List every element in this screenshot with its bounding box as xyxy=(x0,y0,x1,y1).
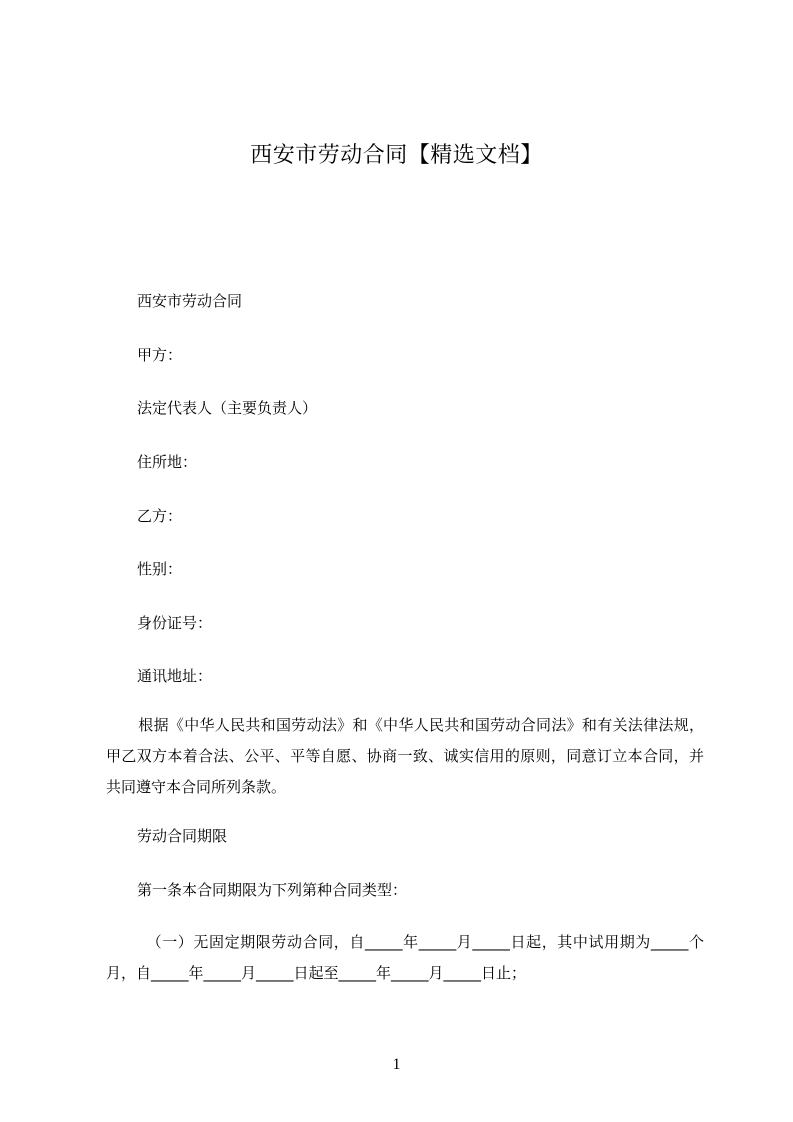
clause-one-text: （一）无固定期限劳动合同，自_____年_____月_____日起，其中试用期为_____个月，自_____年_____月_____日起至_____年_____月_____日止； xyxy=(106,933,704,982)
document-title: 西安市劳动合同【精选文档】 xyxy=(250,143,543,168)
legal-representative-label: 法定代表人（主要负责人） xyxy=(137,399,318,417)
section-contract-term: 劳动合同期限 xyxy=(137,827,228,845)
page-number: 1 xyxy=(392,1056,401,1073)
address-label: 住所地： xyxy=(137,453,198,471)
party-b-label: 乙方： xyxy=(137,507,183,525)
article-one: 第一条本合同期限为下列第种合同类型： xyxy=(137,881,408,899)
clause-one-paragraph xyxy=(106,927,704,989)
gender-label: 性别： xyxy=(137,560,183,578)
legal-basis-paragraph xyxy=(106,710,704,803)
contract-heading: 西安市劳动合同 xyxy=(137,292,243,310)
legal-basis-text: 根据《中华人民共和国劳动法》和《中华人民共和国劳动合同法》和有关法律法规，甲乙双方本着合法、公平、平等自愿、协商一致、诚实信用的原则，同意订立本合同，并共同遵守本合同所列条款。 xyxy=(106,716,704,796)
id-number-label: 身份证号： xyxy=(137,614,213,632)
mail-address-label: 通讯地址： xyxy=(137,667,213,685)
party-a-label: 甲方： xyxy=(137,346,183,364)
